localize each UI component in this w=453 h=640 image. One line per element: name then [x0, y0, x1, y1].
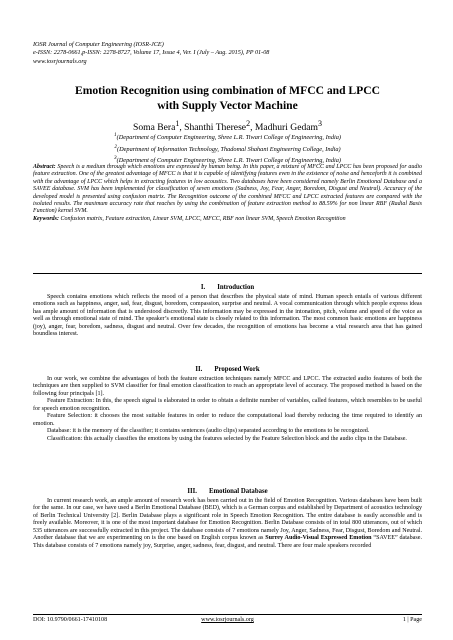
section-1-number: I.	[200, 284, 206, 291]
section-1-body	[33, 294, 422, 339]
section-3-text-after: “SAVEE” database. This database consists of 7 emotions namely joy, Surprise, anger, sadness, fear, disgust, and neutral. There are four male speakers recorded	[33, 535, 422, 549]
paper-title	[33, 84, 422, 113]
abstract-label: Abstract:	[33, 164, 56, 170]
section-3-body	[33, 498, 422, 550]
abstract-divider	[33, 273, 422, 274]
affiliation-list	[33, 131, 422, 166]
section-2-paragraph-1: In our work, we combine the advantages of both the feature extraction techniques namely MFCC and LPCC. The extracted audio features of both the techniques are then supplied to SVM classifier for final emotion classification to reach an appropriate level of accuracy. The proposed method is based on the following four principals [1].	[33, 376, 422, 397]
section-2-paragraph-2: Feature Extraction: In this, the speech signal is elaborated in order to obtain a definite number of variables, called features, which resembles to be useful for speech emotion recognition.	[33, 398, 422, 412]
keywords-text: Confusion matrix, Feature extraction, Linear SVM, LPCC, MFCC, RBF non linear SVM, Speech Emotion Recognition	[60, 215, 346, 222]
footer-page-number: 1 | Page	[402, 617, 422, 623]
section-1-title: Introduction	[217, 284, 255, 291]
abstract-paragraph	[33, 164, 422, 216]
section-2-paragraph-3: Feature Selection: it chooses the most suitable features in order to reduce the computational load thereby reducing the time required to identify an emotion.	[33, 413, 422, 427]
affiliation-1-text: (Department of Computer Engineering, Shree L.R. Tiwari College of Engineering, India)	[116, 134, 341, 142]
author-2-name: Shanthi Therese	[184, 122, 247, 134]
affiliation-2	[33, 143, 422, 155]
affiliation-2-text: (Department of Information Technology, Thadomal Shahani Engineering College, India)	[116, 145, 341, 153]
affiliation-1	[33, 131, 422, 143]
section-3-number: III.	[187, 488, 197, 495]
footer-website-link[interactable]: www.iosrjournals.org	[201, 617, 254, 623]
section-3-paragraph	[33, 498, 422, 550]
section-1-heading	[33, 284, 422, 292]
affiliation-3-sup: 3	[114, 155, 117, 161]
section-1-paragraph: Speech contains emotions which reflects the mood of a person that describes the physical state of mind. Human speech entails of various different emotions such as happiness, anger, sad, fear, disgust, boredom, compassion, surprise and neutral. A vocal communication through which people express ideas has ample amount of information that is understood discreetly. This information may be expressed in the intonation, pitch, volume and speed of the voice as well as through emotional state of mind. The speaker’s emotional state is closely related to this information. The most common basic emotions are happiness (joy), anger, fear, boredom, sadness, disgust and neutral. Over few decades, the recognition of emotions has become a vital research area that has gained boundless interest.	[33, 294, 422, 338]
affiliation-1-sup: 1	[114, 132, 117, 138]
section-2-paragraph-4: Database: it is the memory of the classifier; it contains sentences (audio clips) separated according to the emotions to be recognized.	[47, 428, 370, 435]
abstract-block	[33, 164, 422, 223]
journal-issn: e-ISSN: 2278-0661,p-ISSN: 2278-8727, Volume 17, Issue 4, Ver. I (July – Aug. 2015), PP 01-08	[33, 49, 270, 57]
abstract-text: Speech is a medium through which emotions are expressed by human being. In this paper, a mixture of MFCC and LPCC has been proposed for audio feature extraction. One of the greatest advantage of MFCC is that it is capable of identifying features even in the existence of noise and henceforth it is combined with the advantage of LPCC which helps in extracting features in low acoustics. Two databases have been considered namely Berlin Emotional Database and a SAVEE database. SVM has been implemented for classification of seven emotions (Sadness, Joy, Fear, Anger, Boredom, Disgust and Neutral). Accuracy of the developed model is presented using confusion matrix. The Recognition outcome of the combined MFCC and LPCC extracted features are compared with the isolated results. The maximum accuracy rate that reaches by using the combination of feature extraction method to 88.59% for non linear RBF (Radial Basis Function) kernel SVM.	[33, 164, 423, 215]
journal-website: www.iosrjournals.org	[33, 57, 87, 65]
keywords-paragraph	[33, 216, 422, 223]
journal-name: IOSR Journal of Computer Engineering (IOSR-JCE)	[33, 41, 164, 48]
author-3-name: Madhuri Gedam	[254, 122, 319, 134]
author-2-sup: 2	[246, 119, 251, 128]
section-2-number: II.	[195, 366, 203, 373]
section-2-paragraph-5: Classification: this actually classifies the emotions by using the features selected by the Feature Selection block and the audio clips in the Database.	[47, 435, 407, 442]
author-1-sup: 1	[175, 119, 180, 128]
section-3-text-before: In current research work, an ample amount of research work has been carried out in the field of Emotion Recognition. Various databases have been built for the same. In our case, we have used a Berlin Emotional Database (BED), which is a German corpus and established by Department of acoustics technology of Berlin Technical University [2]. Berlin Database plays a significant role in Speech Emotion Recognition. The entire database is easily accessible and is freely available. Moreover, it is one of the most important database for Emotion Recognition. Berlin Database consists of in total 800 utterances, out of which 535 utterances are successfully extracted in this project. The database consists of 7 emotions namely Joy, Anger, Sadness, Fear, Disgust, Boredom and Neutral. Another database that we are experimenting on is the one based on English corpus known as	[33, 498, 422, 542]
title-line-2: with Supply Vector Machine	[157, 98, 298, 112]
page-footer	[33, 616, 422, 625]
section-3-database-name: Surrey Audio-Visual Expressed Emotion	[265, 535, 372, 542]
author-list: Soma Bera$^1$, Shanthi Therese$^2$, Madhuri Gedam$^3$	[132, 119, 323, 134]
footer-doi: DOI: 10.9790/0661-17410108	[33, 617, 108, 623]
affiliation-3-text: (Department of Computer Engineering, Shree L.R. Tiwari College of Engineering, India)	[116, 157, 341, 165]
title-line-1: Emotion Recognition using combination of MFCC and LPCC	[74, 84, 380, 97]
keywords-label: Keywords:	[33, 215, 59, 222]
section-3-heading	[33, 488, 422, 496]
journal-header	[33, 41, 269, 66]
section-2-body	[33, 376, 422, 443]
section-2-title: Proposed Work	[214, 366, 260, 373]
footer-divider	[33, 614, 422, 615]
author-3-sup: 3	[318, 119, 323, 128]
section-2-heading	[33, 366, 422, 374]
section-3-title: Emotional Database	[208, 488, 268, 495]
affiliation-2-sup: 2	[114, 143, 117, 150]
author-1-name: Soma Bera	[132, 122, 176, 134]
